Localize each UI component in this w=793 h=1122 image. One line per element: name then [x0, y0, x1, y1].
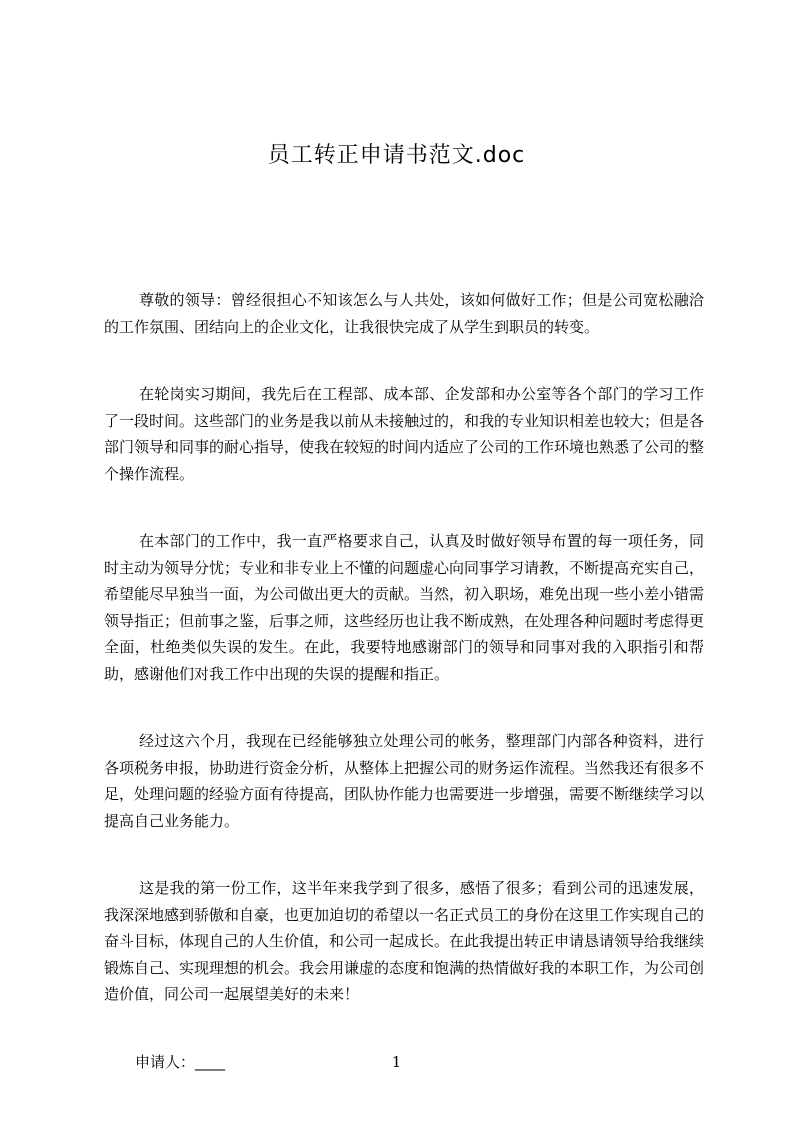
- page-number: 1: [391, 1053, 402, 1071]
- paragraph-department-work: 在本部门的工作中，我一直严格要求自己，认真及时做好领导布置的每一项任务，同时主动为领导分忧；专业和非专业上不懂的问题虚心向同事学习请教，不断提高充实自己，希望能尽早独当一面，为公司做出更大的贡献。当然，初入职场，难免出现一些小差小错需领导指正；但前事之鉴，后事之师，这些经历也让我不断成熟，在处理各种问题时考虑得更全面，杜绝类似失误的发生。在此，我要特地感谢部门的领导和同事对我的入职指引和帮助，感谢他们对我工作中出现的失误的提醒和指正。: [104, 532, 705, 683]
- paragraph-conclusion: 这是我的第一份工作，这半年来我学到了很多，感悟了很多；看到公司的迅速发展，我深深地感到骄傲和自豪，也更加迫切的希望以一名正式员工的身份在这里工作实现自己的奋斗目标，体现自己的人生价值，和公司一起成长。在此我提出转正申请恳请领导给我继续锻炼自己、实现理想的机会。我会用谦虚的态度和饱满的热情做好我的本职工作，为公司创造价值，同公司一起展望美好的未来！: [104, 879, 705, 1003]
- paragraph-six-months: 经过这六个月，我现在已经能够独立处理公司的帐务，整理部门内部各种资料，进行各项税务申报，协助进行资金分析，从整体上把握公司的财务运作流程。当然我还有很多不足，处理问题的经验方面有待提高，团队协作能力也需要进一步增强，需要不断继续学习以提高自己业务能力。: [104, 732, 705, 830]
- signature-line: 申请人：____: [135, 1052, 226, 1071]
- paragraph-greeting: 尊敬的领导：曾经很担心不知该怎么与人共处，该如何做好工作；但是公司宽松融洽的工作氛围、团结向上的企业文化，让我很快完成了从学生到职员的转变。: [104, 291, 704, 336]
- paragraph-rotation-internship: 在轮岗实习期间，我先后在工程部、成本部、企发部和办公室等各个部门的学习工作了一段时间。这些部门的业务是我以前从未接触过的，和我的专业知识相差也较大；但是各部门领导和同事的耐心指导，使我在较短的时间内适应了公司的工作环境也熟悉了公司的整个操作流程。: [104, 385, 705, 483]
- document-title: 员工转正申请书范文.doc: [267, 143, 526, 168]
- document-body: [104, 287, 704, 1075]
